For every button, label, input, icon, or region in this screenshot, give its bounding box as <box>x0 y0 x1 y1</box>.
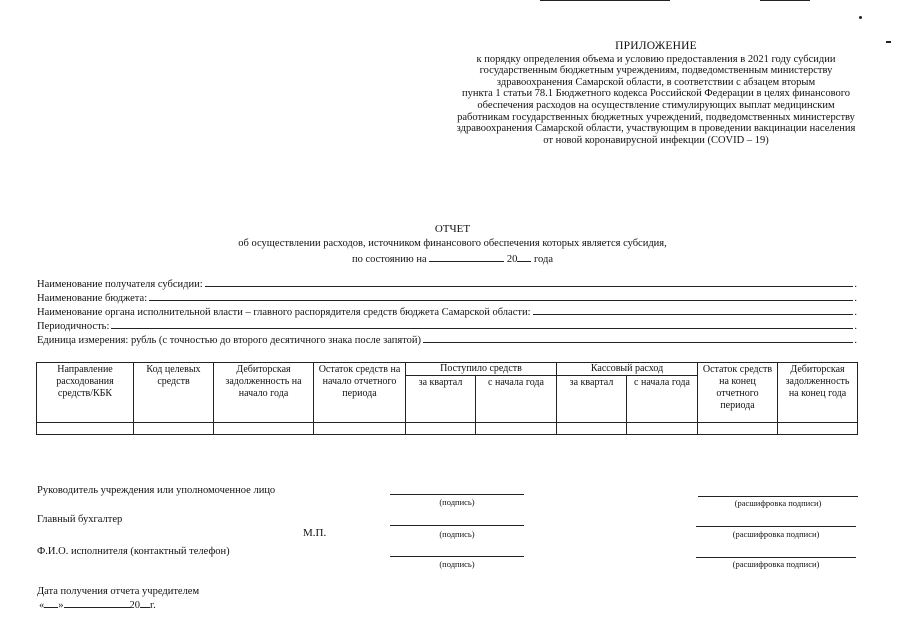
sub-received-ytd: с начала года <box>476 376 557 423</box>
head-signature-caption: (подпись) <box>439 497 475 507</box>
field-recipient-line[interactable] <box>205 285 854 287</box>
stamp-mark: М.П. <box>303 527 327 539</box>
appendix-title: ПРИЛОЖЕНИЕ <box>615 40 697 52</box>
head-signature-line[interactable] <box>390 494 524 495</box>
table-cell[interactable] <box>627 423 698 435</box>
receipt-year-blank[interactable] <box>140 598 150 608</box>
field-end: . <box>854 321 857 332</box>
date-day-month-blank[interactable] <box>429 252 504 262</box>
executor-signature-caption: (подпись) <box>439 559 475 569</box>
appendix-line: от новой коронавирусной инфекции (COVID – 19) <box>543 134 769 146</box>
col-receivable-start: Дебиторская задолженность на начало года <box>214 363 314 423</box>
table-cell[interactable] <box>778 423 858 435</box>
accountant-label: Главный бухгалтер <box>37 514 123 525</box>
col-receivable-end: Дебиторская задолженность на конец года <box>778 363 858 423</box>
table-header-row <box>37 363 858 376</box>
accountant-signature-caption: (подпись) <box>439 529 475 539</box>
field-label: Единица измерения: рубль (с точностью до второго десятичного знака после запятой) <box>37 335 422 346</box>
report-subtitle: об осуществлении расходов, источником финансового обеспечения которых является субсидия, <box>238 238 667 249</box>
appendix-line: здравоохранения Самарской области, участвующим в проведении вакцинации населения <box>456 123 856 135</box>
field-unit <box>37 335 857 346</box>
table-cell[interactable] <box>557 423 627 435</box>
field-label: Наименование бюджета: <box>37 293 148 304</box>
receipt-date-line <box>39 598 156 611</box>
group-received: Поступило средств <box>406 363 557 376</box>
field-label: Наименование получателя субсидии: <box>37 279 203 290</box>
field-end: . <box>854 279 857 290</box>
receipt-day-blank[interactable] <box>44 598 58 608</box>
appendix-line: обеспечения расходов на осуществление стимулирующих выплат медицинским <box>477 99 835 111</box>
report-date-suffix: года <box>534 254 554 265</box>
scan-dash <box>886 41 891 43</box>
date-year-blank[interactable] <box>517 252 531 262</box>
report-date-year: 20 <box>506 254 518 265</box>
table-cell[interactable] <box>214 423 314 435</box>
scan-dot <box>859 16 862 19</box>
table-cell[interactable] <box>698 423 778 435</box>
report-date-prefix: по состоянию на <box>351 254 427 265</box>
field-periodicity <box>37 321 857 332</box>
accountant-decode-line[interactable] <box>696 526 856 527</box>
field-unit-line[interactable] <box>423 341 853 343</box>
table-cell[interactable] <box>476 423 557 435</box>
accountant-signature-line[interactable] <box>390 525 524 526</box>
receipt-year-prefix: 20 <box>129 600 140 611</box>
head-decode-line[interactable] <box>698 496 858 497</box>
receipt-month-blank[interactable] <box>64 598 130 608</box>
report-date-line <box>0 252 905 265</box>
receipt-open-quote: « <box>39 600 45 611</box>
field-authority <box>37 307 857 318</box>
report-table <box>36 362 858 435</box>
executor-decode-line[interactable] <box>696 557 856 558</box>
col-direction: Направление расходования средств/КБК <box>37 363 134 423</box>
receipt-label: Дата получения отчета учредителем <box>37 586 200 597</box>
field-label: Периодичность: <box>37 321 110 332</box>
table-cell[interactable] <box>134 423 214 435</box>
col-balance-end: Остаток средств на конец отчетного периода <box>698 363 778 423</box>
field-end: . <box>854 307 857 318</box>
table-cell[interactable] <box>314 423 406 435</box>
col-balance-start: Остаток средств на начало отчетного периода <box>314 363 406 423</box>
table-row <box>37 423 858 435</box>
table-cell[interactable] <box>406 423 476 435</box>
col-code: Код целевых средств <box>134 363 214 423</box>
appendix-line: пункта 1 статьи 78.1 Бюджетного кодекса Российской Федерации в целях финансового <box>461 88 851 100</box>
accountant-decode-caption: (расшифровка подписи) <box>732 529 820 539</box>
appendix-line: работникам государственных бюджетных учреждений, подведомственных министерству <box>457 111 855 123</box>
report-title: ОТЧЕТ <box>434 223 471 235</box>
head-decode-caption: (расшифровка подписи) <box>734 498 822 508</box>
appendix-line: государственным бюджетным учреждениям, подведомственным министерству <box>479 65 833 77</box>
sub-cash-ytd: с начала года <box>627 376 698 423</box>
scan-mark-top <box>540 0 670 1</box>
appendix-line: здравоохранения Самарской области, в соответствии с абзацем вторым <box>496 76 816 88</box>
field-recipient <box>37 279 857 290</box>
executor-signature-line[interactable] <box>390 556 524 557</box>
field-end: . <box>854 335 857 346</box>
appendix-block <box>436 41 876 146</box>
receipt-year-suffix: г. <box>150 600 156 611</box>
field-end: . <box>854 293 857 304</box>
field-authority-line[interactable] <box>533 313 854 315</box>
field-label: Наименование органа исполнительной власти – главного распорядителя средств бюджета Самарской области: <box>37 307 531 318</box>
sub-cash-quarter: за квартал <box>557 376 627 423</box>
field-budget <box>37 293 857 304</box>
sub-received-quarter: за квартал <box>406 376 476 423</box>
receipt-close-quote: » <box>58 600 64 611</box>
table-cell[interactable] <box>37 423 134 435</box>
head-label: Руководитель учреждения или уполномоченное лицо <box>37 485 276 496</box>
group-cash: Кассовый расход <box>557 363 698 376</box>
field-budget-line[interactable] <box>149 299 853 301</box>
executor-label: Ф.И.О. исполнителя (контактный телефон) <box>37 546 230 557</box>
executor-decode-caption: (расшифровка подписи) <box>732 559 820 569</box>
appendix-line: к порядку определения объема и условию предоставления в 2021 году субсидии <box>476 53 836 65</box>
scan-mark-top-right <box>760 0 810 1</box>
field-periodicity-line[interactable] <box>111 327 853 329</box>
